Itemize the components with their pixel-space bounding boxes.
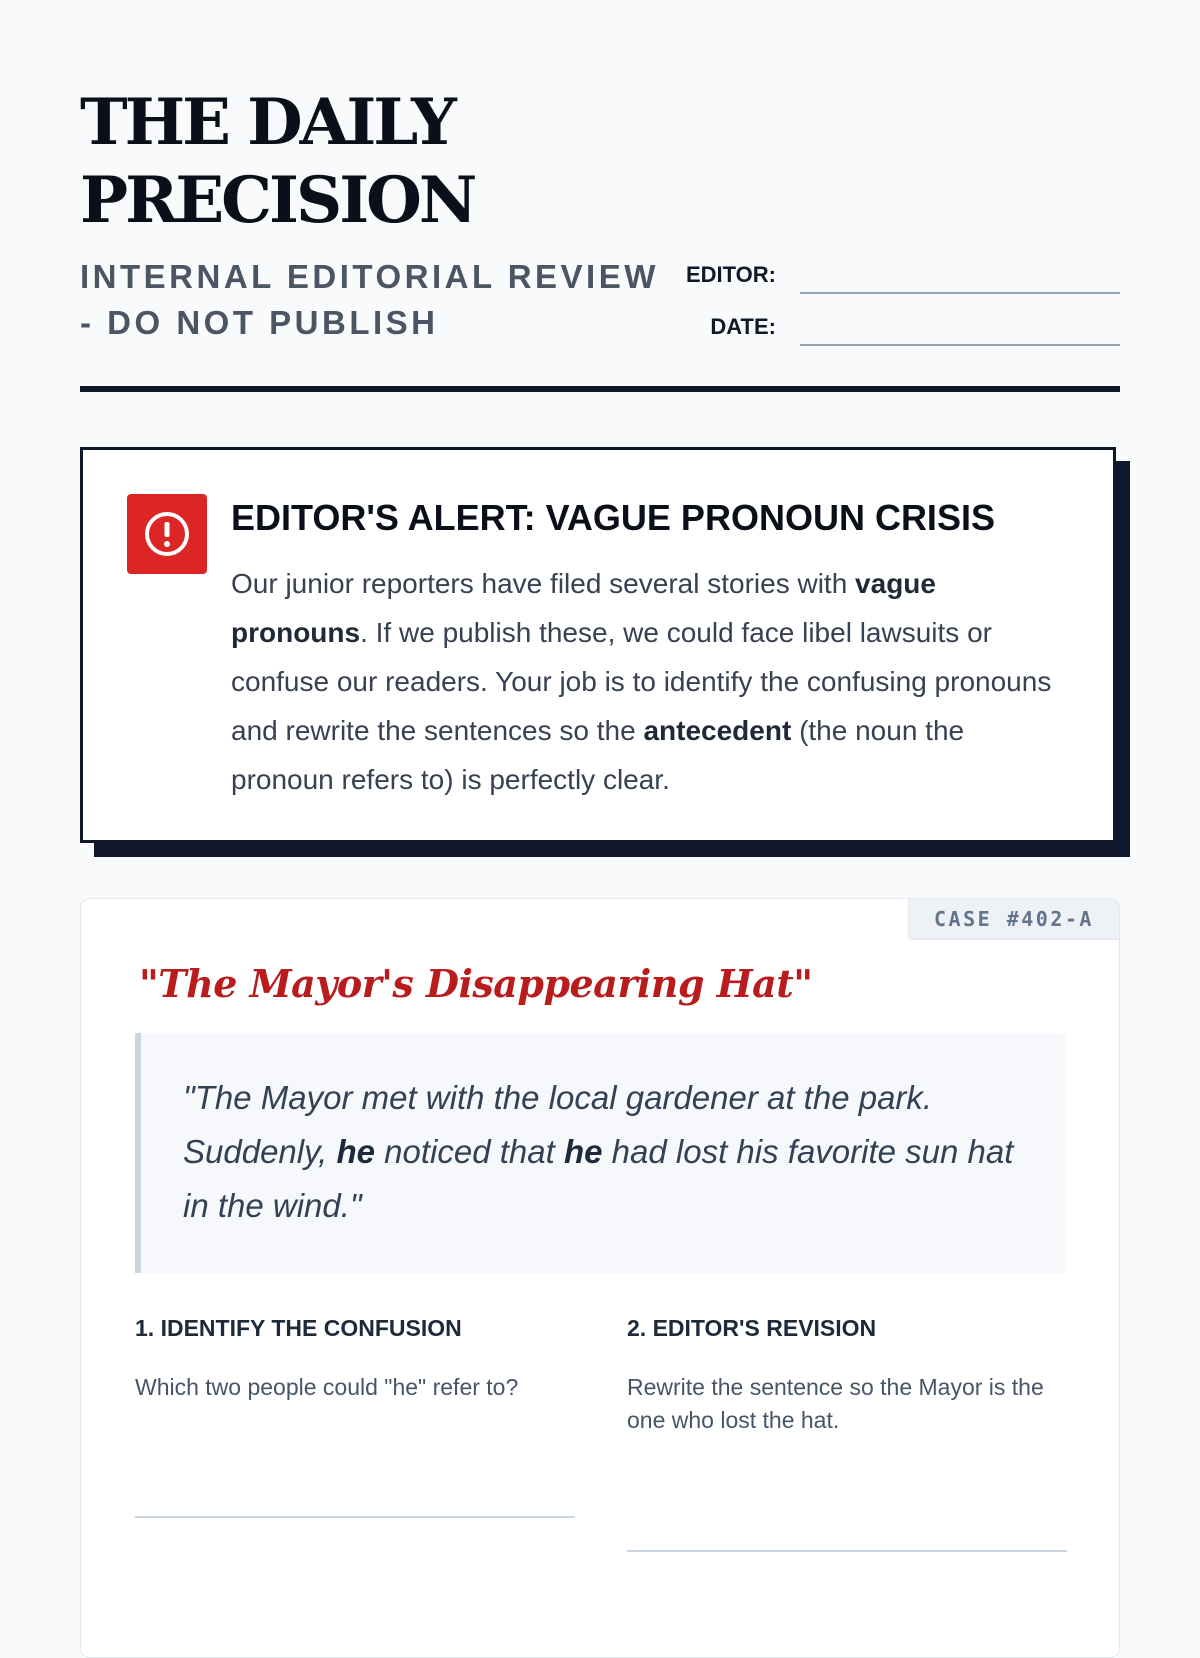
quote-text: had lost his favorite sun hat in the wind." bbox=[183, 1133, 1014, 1224]
step-revision bbox=[627, 1313, 1067, 1437]
quote-text: "The Mayor met with the local gardener at the park. Suddenly, bbox=[183, 1079, 933, 1170]
editor-input-line[interactable] bbox=[800, 292, 1120, 294]
alert-body bbox=[231, 559, 1061, 804]
revision-answer-line[interactable] bbox=[627, 1550, 1067, 1552]
date-field bbox=[668, 308, 1120, 348]
step-identify bbox=[135, 1313, 575, 1404]
quote-pronoun: he bbox=[563, 1133, 603, 1170]
editor-label: EDITOR: bbox=[685, 262, 776, 287]
worksheet-page bbox=[80, 0, 1120, 1600]
date-label: DATE: bbox=[710, 314, 776, 339]
step-identify-heading: 1. IDENTIFY THE CONFUSION bbox=[135, 1315, 462, 1341]
case-number-badge: CASE #402-A bbox=[908, 899, 1119, 940]
masthead-divider bbox=[80, 386, 1120, 392]
alert-body-emphasis: vague pronouns bbox=[231, 568, 936, 648]
masthead bbox=[80, 84, 1120, 341]
step-identify-prompt: Which two people could "he" refer to? bbox=[135, 1374, 519, 1400]
case-quote-text bbox=[183, 1071, 1033, 1233]
alert-body-text: Our junior reporters have filed several stories with bbox=[231, 568, 856, 599]
alert-body-emphasis: antecedent bbox=[643, 715, 792, 746]
review-subtitle: INTERNAL EDITORIAL REVIEW - DO NOT PUBLISH bbox=[80, 258, 659, 341]
date-input-line[interactable] bbox=[800, 344, 1120, 346]
case-card bbox=[80, 898, 1120, 1658]
case-title: "The Mayor's Disappearing Hat" bbox=[139, 961, 813, 1006]
exclamation-circle-icon bbox=[127, 494, 207, 574]
editors-alert-box bbox=[80, 447, 1116, 843]
case-quote-block bbox=[135, 1033, 1065, 1273]
step-revision-heading: 2. EDITOR'S REVISION bbox=[627, 1315, 877, 1341]
quote-text: noticed that bbox=[375, 1133, 564, 1170]
step-revision-prompt: Rewrite the sentence so the Mayor is the one who lost the hat. bbox=[627, 1374, 1044, 1433]
identify-answer-line[interactable] bbox=[135, 1516, 575, 1518]
editor-field bbox=[668, 256, 1120, 296]
alert-title: EDITOR'S ALERT: VAGUE PRONOUN CRISIS bbox=[231, 497, 995, 538]
alert-body-text: (the noun the pronoun refers to) is perfectly clear. bbox=[231, 715, 965, 795]
alert-body-text: . If we publish these, we could face libel lawsuits or confuse our readers. Your job is to identify the confusing pronouns and rewrite the sentences so the bbox=[231, 617, 1052, 746]
newspaper-title: THE DAILY PRECISION bbox=[80, 85, 475, 238]
quote-pronoun: he bbox=[336, 1133, 376, 1170]
